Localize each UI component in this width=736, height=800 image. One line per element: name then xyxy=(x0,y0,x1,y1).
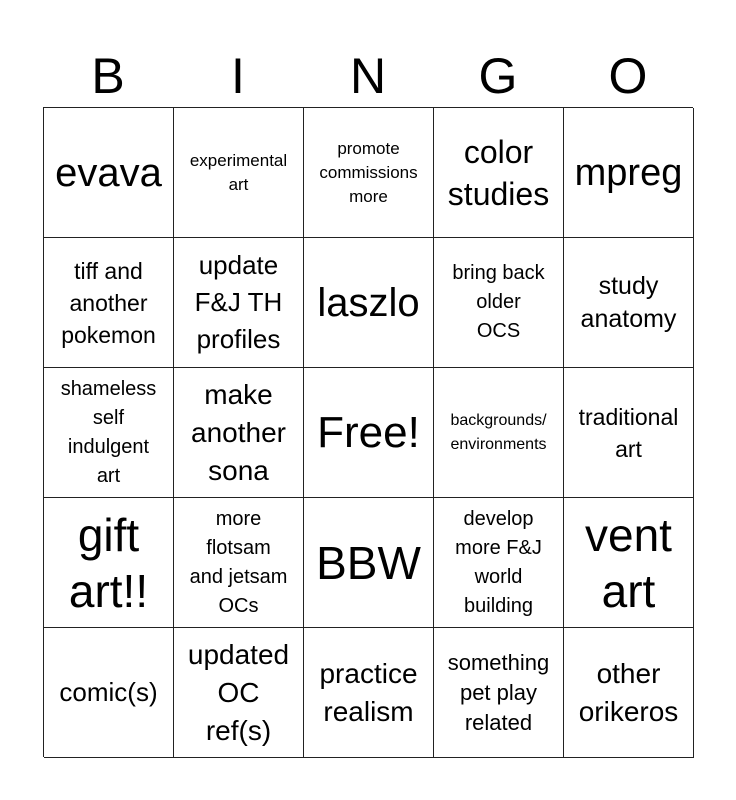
cell-text: laszlo xyxy=(317,280,420,325)
cell-text: BBW xyxy=(316,536,421,589)
header-letter-b: B xyxy=(91,48,125,104)
bingo-cell[interactable] xyxy=(564,368,694,498)
bingo-cell[interactable] xyxy=(434,628,564,758)
bingo-board xyxy=(43,107,693,757)
free-space-text: Free! xyxy=(317,407,420,457)
cell-text: other orikeros xyxy=(578,657,679,727)
cell-text: something pet play related xyxy=(447,649,550,735)
cell-text: color studies xyxy=(447,133,550,212)
header-letter-i: I xyxy=(231,48,245,104)
cell-text: practice realism xyxy=(319,657,418,727)
cell-text: experimental art xyxy=(189,150,288,194)
cell-text: shameless self indulgent art xyxy=(60,377,157,487)
bingo-cell[interactable] xyxy=(174,238,304,368)
cell-text: evava xyxy=(55,150,162,195)
bingo-cell[interactable] xyxy=(564,238,694,368)
cell-text: updated OC ref(s) xyxy=(187,638,290,746)
cell-text: mpreg xyxy=(574,151,683,194)
cell-text: backgrounds/ environments xyxy=(450,411,547,453)
cell-text: comic(s) xyxy=(59,677,158,707)
cell-text: promote commissions more xyxy=(319,138,418,206)
bingo-cell[interactable] xyxy=(174,628,304,758)
bingo-cell[interactable] xyxy=(434,108,564,238)
cell-text: tiff and another pokemon xyxy=(61,257,156,348)
bingo-cell[interactable] xyxy=(304,498,434,628)
cell-text: bring back older OCS xyxy=(452,262,545,342)
bingo-cell[interactable] xyxy=(564,628,694,758)
cell-text: update F&J TH profiles xyxy=(194,250,283,354)
bingo-cell[interactable] xyxy=(434,238,564,368)
bingo-header xyxy=(43,44,693,108)
bingo-cell[interactable] xyxy=(174,108,304,238)
bingo-cell[interactable] xyxy=(44,498,174,628)
bingo-cell[interactable] xyxy=(564,498,694,628)
bingo-cell[interactable] xyxy=(434,368,564,498)
bingo-cell[interactable] xyxy=(44,628,174,758)
header-letter-n: N xyxy=(349,48,387,104)
bingo-cell[interactable] xyxy=(304,238,434,368)
bingo-cell[interactable] xyxy=(44,108,174,238)
bingo-cell[interactable] xyxy=(44,238,174,368)
bingo-cell[interactable] xyxy=(564,108,694,238)
bingo-cell[interactable] xyxy=(304,108,434,238)
cell-text: make another sona xyxy=(191,378,286,486)
bingo-cell[interactable] xyxy=(304,628,434,758)
cell-text: more flotsam and jetsam OCs xyxy=(189,507,288,617)
bingo-cell[interactable] xyxy=(174,368,304,498)
cell-text: vent art xyxy=(585,508,672,617)
bingo-cell[interactable] xyxy=(434,498,564,628)
header-letter-o: O xyxy=(608,48,648,104)
free-space-cell[interactable] xyxy=(304,368,434,498)
bingo-cell[interactable] xyxy=(174,498,304,628)
cell-text: traditional art xyxy=(578,403,679,462)
cell-text: study anatomy xyxy=(580,271,677,333)
cell-text: develop more F&J world building xyxy=(455,507,542,617)
header-letter-g: G xyxy=(478,48,518,104)
cell-text: gift art!! xyxy=(68,508,149,617)
bingo-cell[interactable] xyxy=(44,368,174,498)
